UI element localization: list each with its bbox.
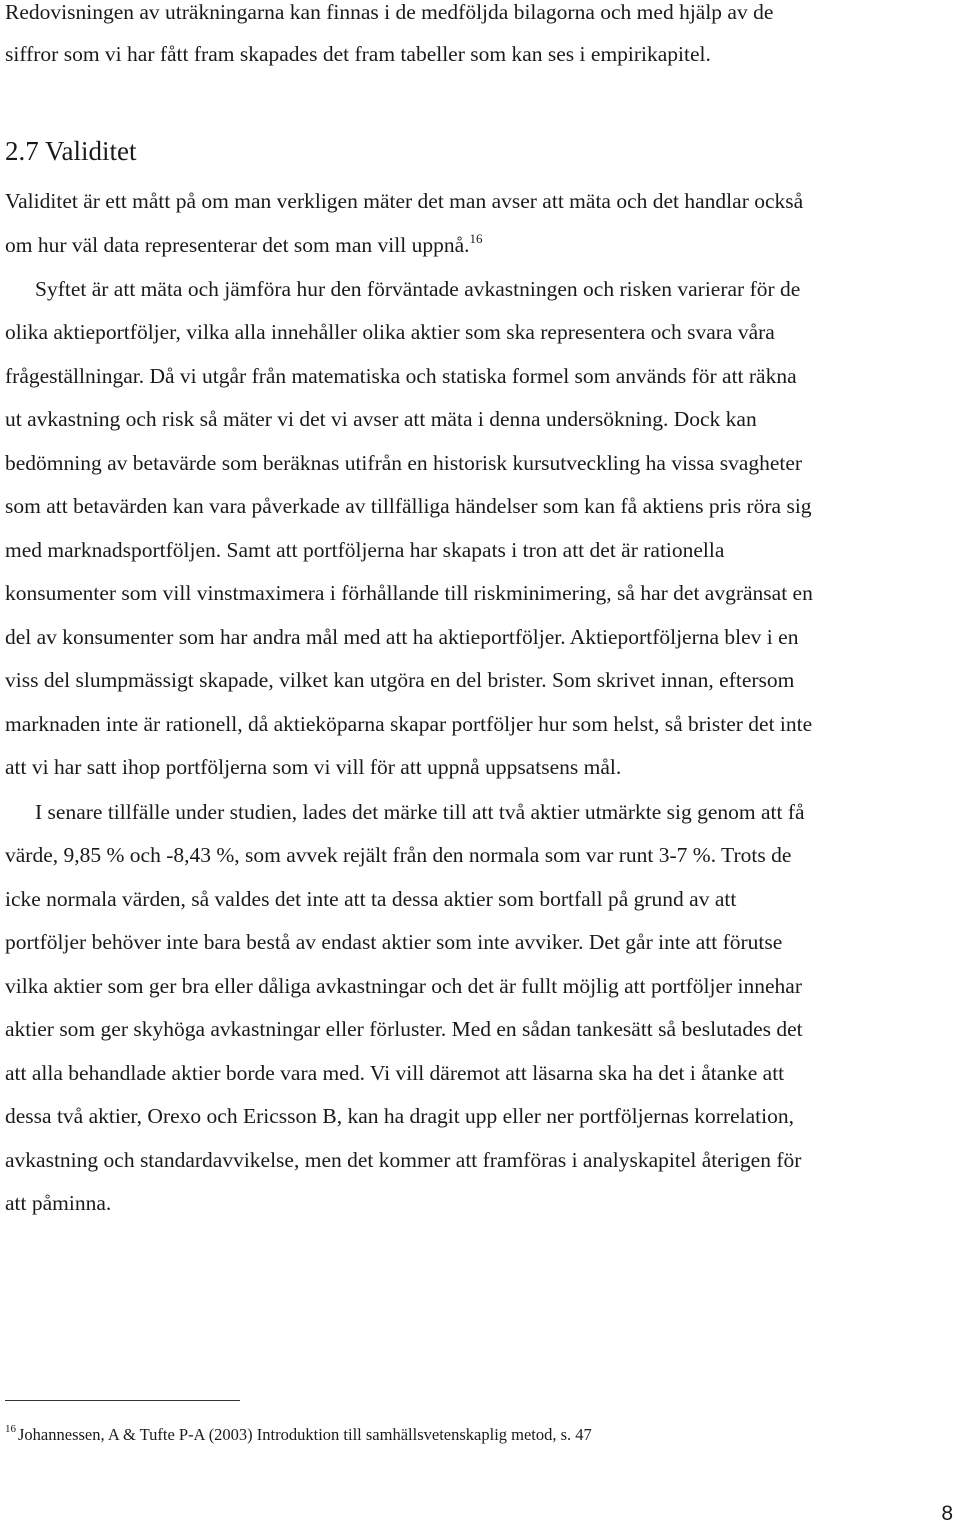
paragraph-line: vilka aktier som ger bra eller dåliga avkastningar och det är fullt möjlig att portföljer innehar [5,974,803,998]
intro-line: siffror som vi har fått fram skapades det fram tabeller som kan ses i empirikapitel. [5,42,711,66]
paragraph-line [5,231,483,257]
paragraph-line: med marknadsportföljen. Samt att portföljerna har skapats i tron att det är rationella [5,538,725,562]
paragraph-line: olika aktieportföljer, vilka alla innehåller olika aktier som ska representera och svara våra [5,320,775,344]
paragraph-line: bedömning av betavärde som beräknas utifrån en historisk kursutveckling ha vissa svagheter [5,451,803,475]
paragraph-line: marknaden inte är rationell, då aktieköparna skapar portföljer hur som helst, så brister det inte [5,712,813,736]
paragraph-text: om hur väl data representerar det som man vill uppnå. [5,233,470,257]
footnote [5,1425,592,1445]
paragraph-line: att alla behandlade aktier borde vara med. Vi vill däremot att läsarna ska ha det i åtanke att [5,1061,785,1085]
paragraph-line: portföljer behöver inte bara bestå av endast aktier som inte avviker. Det går inte att förutse [5,930,783,954]
paragraph-line: värde, 9,85 % och -8,43 %, som avvek rejält från den normala som var runt 3-7 %. Trots de [5,843,792,867]
paragraph-line: konsumenter som vill vinstmaximera i förhållande till riskminimering, så har det avgränsat en [5,581,813,605]
paragraph-line: frågeställningar. Då vi utgår från matematiska och statiska formel som används för att räkna [5,364,797,388]
paragraph-line: ut avkastning och risk så mäter vi det vi avser att mäta i denna undersökning. Dock kan [5,407,757,431]
intro-line: Redovisningen av uträkningarna kan finnas i de medföljda bilagorna och med hjälp av de [5,0,774,24]
paragraph-line: dessa två aktier, Orexo och Ericsson B, kan ha dragit upp eller ner portföljernas korrelation, [5,1104,795,1128]
paragraph-line: aktier som ger skyhöga avkastningar eller förluster. Med en sådan tankesätt så beslutades det [5,1017,803,1041]
paragraph-line: att vi har satt ihop portföljerna som vi vill för att uppnå uppsatsens mål. [5,755,622,779]
section-heading: 2.7 Validitet [5,136,137,166]
paragraph-line: I senare tillfälle under studien, lades det märke till att två aktier utmärkte sig genom att få [35,800,805,824]
paragraph-line: som att betavärden kan vara påverkade av tillfälliga händelser som kan få aktiens pris röra sig [5,494,812,518]
footnote-reference[interactable]: 16 [469,231,483,246]
footnote-number: 16 [5,1423,16,1435]
paragraph-line: Syftet är att mäta och jämföra hur den förväntade avkastningen och risken varierar för de [35,277,801,301]
paragraph-line: att påminna. [5,1191,112,1215]
footnote-text: Johannessen, A & Tufte P-A (2003) Introduktion till samhällsvetenskaplig metod, s. 47 [18,1425,592,1444]
footnote-divider [5,1400,240,1401]
paragraph-line: Validitet är ett mått på om man verkligen mäter det man avser att mäta och det handlar också [5,189,804,213]
paragraph-line: avkastning och standardavvikelse, men det kommer att framföras i analyskapitel återigen för [5,1148,802,1172]
paragraph-line: icke normala värden, så valdes det inte att ta dessa aktier som bortfall på grund av att [5,887,737,911]
paragraph-line: del av konsumenter som har andra mål med att ha aktieportföljer. Aktieportföljerna blev i en [5,625,799,649]
paragraph-line: viss del slumpmässigt skapade, vilket kan utgöra en del brister. Som skrivet innan, eftersom [5,668,795,692]
page-number: 8 [941,1502,953,1525]
